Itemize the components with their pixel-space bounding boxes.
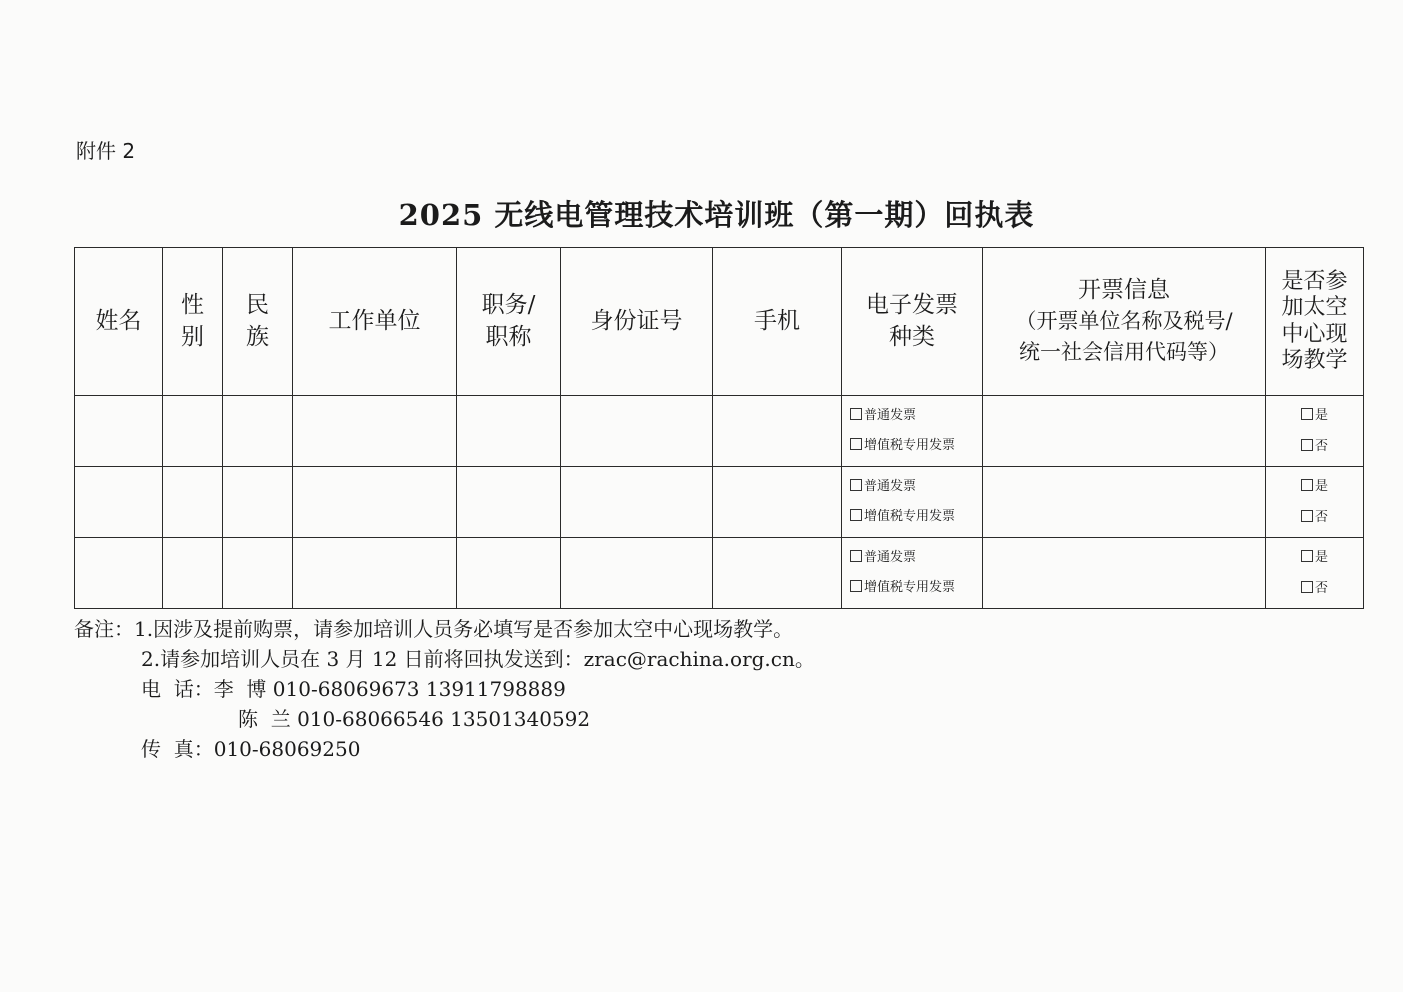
ethnicity-cell[interactable] (223, 538, 293, 609)
invoice-type-cell (842, 538, 983, 609)
mobile-cell[interactable] (713, 467, 842, 538)
position-cell[interactable] (457, 396, 561, 467)
table-row (75, 467, 1364, 538)
mobile-cell[interactable] (713, 396, 842, 467)
attend-option-label: 否 (1314, 510, 1328, 525)
work-unit-cell[interactable] (293, 467, 457, 538)
invoice-info-cell[interactable] (983, 396, 1266, 467)
invoice-type-cell (842, 467, 983, 538)
invoice-option-label: 增值税专用发票 (864, 580, 956, 595)
attend-option-label: 是 (1314, 407, 1328, 423)
note-line-2: 2.请参加培训人员在 3 月 12 日前将回执发送到：zrac@rachina.org.cn。 (141, 647, 815, 671)
header-row (75, 248, 1364, 396)
header-ethnicity: 民 族 (223, 248, 293, 396)
ethnicity-cell[interactable] (223, 467, 293, 538)
name-cell[interactable] (75, 396, 163, 467)
table-row (75, 538, 1364, 609)
invoice-info-cell[interactable] (983, 538, 1266, 609)
checkbox-icon[interactable] (850, 550, 862, 562)
checkbox-icon[interactable] (850, 479, 862, 491)
id-number-cell[interactable] (561, 396, 713, 467)
checkbox-icon[interactable] (1301, 510, 1313, 522)
gender-cell[interactable] (163, 396, 223, 467)
contact-phone-line: 电 话：李 博 010-68069673 13911798889 (141, 677, 566, 701)
note-line-1: 备注：1.因涉及提前购票，请参加培训人员务必填写是否参加太空中心现场教学。 (74, 617, 794, 641)
name-cell[interactable] (75, 467, 163, 538)
registration-form-table (74, 247, 1364, 609)
invoice-option-vat[interactable] (850, 431, 982, 461)
attend-option-no[interactable] (1266, 573, 1363, 604)
checkbox-icon[interactable] (1301, 581, 1313, 593)
ethnicity-cell[interactable] (223, 396, 293, 467)
checkbox-icon[interactable] (1301, 408, 1313, 420)
checkbox-icon[interactable] (1301, 439, 1313, 451)
invoice-option-label: 增值税专用发票 (864, 438, 956, 453)
position-cell[interactable] (457, 467, 561, 538)
site-visit-cell (1266, 538, 1364, 609)
header-invoice-type: 电子发票 种类 (842, 248, 983, 396)
invoice-option-normal[interactable] (850, 472, 982, 502)
invoice-option-label: 普通发票 (864, 479, 917, 495)
checkbox-icon[interactable] (1301, 479, 1313, 491)
contact-fax-line: 传 真：010-68069250 (141, 737, 361, 761)
invoice-option-label: 普通发票 (864, 408, 917, 424)
mobile-cell[interactable] (713, 538, 842, 609)
invoice-type-cell (842, 396, 983, 467)
header-position: 职务/ 职称 (457, 248, 561, 396)
page-title: 2025 无线电管理技术培训班（第一期）回执表 (398, 198, 1035, 232)
gender-cell[interactable] (163, 538, 223, 609)
work-unit-cell[interactable] (293, 538, 457, 609)
invoice-option-vat[interactable] (850, 502, 982, 532)
invoice-option-normal[interactable] (850, 401, 982, 431)
attend-option-yes[interactable] (1266, 471, 1363, 502)
notes-section (74, 614, 1374, 764)
id-number-cell[interactable] (561, 467, 713, 538)
site-visit-cell (1266, 396, 1364, 467)
attend-option-label: 否 (1314, 581, 1328, 596)
invoice-option-label: 增值税专用发票 (864, 509, 956, 524)
checkbox-icon[interactable] (1301, 550, 1313, 562)
header-mobile: 手机 (713, 248, 842, 396)
header-id-number: 身份证号 (561, 248, 713, 396)
header-site-visit: 是否参 加太空 中心现 场教学 (1266, 248, 1364, 396)
work-unit-cell[interactable] (293, 396, 457, 467)
checkbox-icon[interactable] (850, 438, 862, 450)
invoice-option-normal[interactable] (850, 543, 982, 573)
attend-option-no[interactable] (1266, 502, 1363, 533)
checkbox-icon[interactable] (850, 580, 862, 592)
header-work-unit: 工作单位 (293, 248, 457, 396)
gender-cell[interactable] (163, 467, 223, 538)
attend-option-label: 否 (1314, 439, 1328, 454)
attend-option-yes[interactable] (1266, 400, 1363, 431)
invoice-option-vat[interactable] (850, 573, 982, 603)
header-name: 姓名 (75, 248, 163, 396)
header-gender: 性 别 (163, 248, 223, 396)
name-cell[interactable] (75, 538, 163, 609)
contact-phone-line-2: 陈 兰 010-68066546 13501340592 (238, 707, 591, 731)
attend-option-label: 是 (1314, 549, 1328, 565)
attend-option-yes[interactable] (1266, 542, 1363, 573)
checkbox-icon[interactable] (850, 408, 862, 420)
header-invoice-info: 开票信息 （开票单位名称及税号/ 统一社会信用代码等） (983, 248, 1266, 396)
attend-option-no[interactable] (1266, 431, 1363, 462)
id-number-cell[interactable] (561, 538, 713, 609)
site-visit-cell (1266, 467, 1364, 538)
attachment-label: 附件 2 (76, 139, 136, 163)
checkbox-icon[interactable] (850, 509, 862, 521)
attend-option-label: 是 (1314, 478, 1328, 494)
table-row (75, 396, 1364, 467)
invoice-info-cell[interactable] (983, 467, 1266, 538)
position-cell[interactable] (457, 538, 561, 609)
invoice-option-label: 普通发票 (864, 550, 917, 566)
